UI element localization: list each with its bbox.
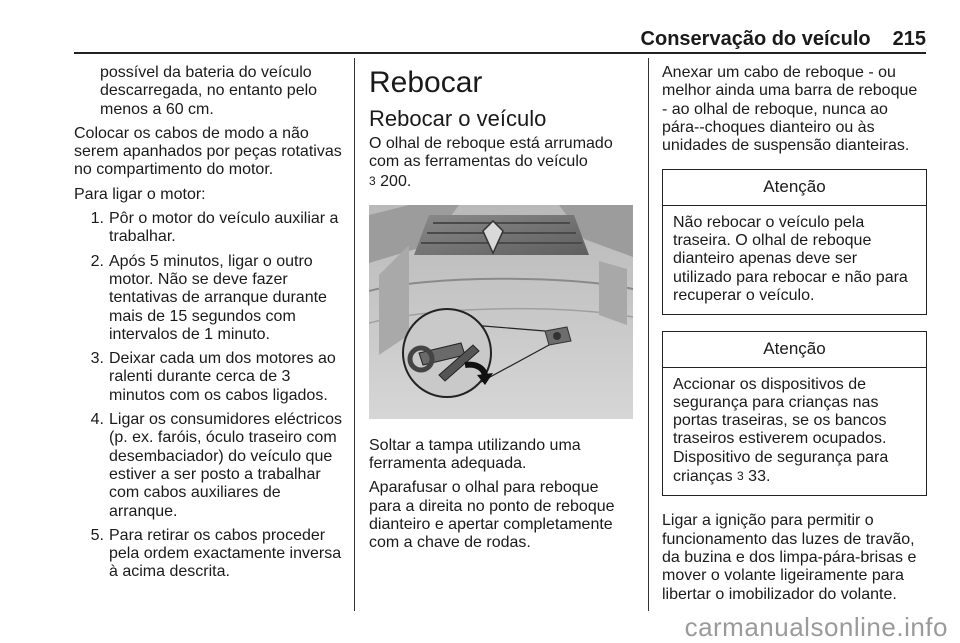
paragraph-attach-cable: Anexar um cabo de reboque - ou melhor ainda uma barra de reboque - ao olhal de reboque, nunca ao pára--choques dianteiro ou às unidades de suspensão dianteiras. xyxy=(662,64,918,155)
page-reference-link[interactable]: 33. xyxy=(748,468,771,486)
warning-box xyxy=(662,331,927,496)
column-divider-left xyxy=(354,58,355,611)
section-title: Conservação do veículo xyxy=(640,28,871,50)
reference-arrow-icon: 3 xyxy=(369,173,376,188)
list-item xyxy=(74,411,342,521)
list-item xyxy=(74,253,342,344)
warning-title: Atenção xyxy=(663,170,926,205)
page-reference-link[interactable]: 200. xyxy=(380,172,412,190)
step-number: 5. xyxy=(90,526,104,544)
step-number: 2. xyxy=(90,252,104,270)
column-1 xyxy=(74,64,342,588)
step-text: Após 5 minutos, ligar o outro motor. Não se deve fazer tentativas de arranque durante mais de 15 segundos com intervalos de 1 minuto. xyxy=(109,252,327,343)
section-heading: Rebocar xyxy=(369,66,483,99)
step-text: Para retirar os cabos proceder pela ordem exactamente inversa à acima descrita. xyxy=(109,526,342,581)
list-item xyxy=(74,527,342,582)
column-2 xyxy=(369,64,633,559)
warning-box xyxy=(662,169,927,315)
step-number: 4. xyxy=(90,411,104,429)
watermark: carmanualsonline.info xyxy=(684,612,948,642)
warning-title: Atenção xyxy=(663,332,926,367)
subsection-heading: Rebocar o veículo xyxy=(369,106,547,131)
paragraph-ignition: Ligar a ignição para permitir o funcionamento das luzes de travão, da buzina e dos limpa-pára-brisas e mover o volante ligeiramente para libertar o imobilizador do volante. xyxy=(662,512,917,603)
paragraph-screw-eye: Aparafusar o olhal para reboque para a direita no ponto de reboque dianteiro e apertar completamente com a chave de rodas. xyxy=(369,479,615,552)
warning-body-text: Accionar os dispositivos de segurança para crianças nas portas traseiras, se os bancos traseiros estiverem ocupados. Dispositivo de segurança para crianças xyxy=(673,375,889,486)
paragraph-start-engine: Para ligar o motor: xyxy=(74,185,206,203)
warning-text xyxy=(663,368,926,496)
step-list xyxy=(74,210,342,582)
step-number: 3. xyxy=(90,350,104,368)
column-3 xyxy=(662,64,927,610)
page-header xyxy=(74,28,926,50)
page-number: 215 xyxy=(892,28,926,50)
paragraph-cables: Colocar os cabos de modo a não serem apanhados por peças rotativas no compartimento do motor. xyxy=(74,124,342,179)
warning-text: Não rebocar o veículo pela traseira. O olhal de reboque dianteiro apenas deve ser utilizado para rebocar e não para recuperar o veículo. xyxy=(673,213,908,304)
tow-eye-illustration xyxy=(369,205,633,419)
reference-arrow-icon: 3 xyxy=(737,469,744,484)
list-item xyxy=(74,350,342,405)
header-divider xyxy=(74,52,926,54)
paragraph-intro xyxy=(369,135,633,191)
list-item xyxy=(74,210,342,247)
continued-step-text: possível da bateria do veículo descarregada, no entanto pelo menos a 60 cm. xyxy=(100,64,318,118)
step-text: Pôr o motor do veículo auxiliar a trabalhar. xyxy=(109,210,339,246)
step-number: 1. xyxy=(90,210,104,228)
step-text: Deixar cada um dos motores ao ralenti durante cerca de 3 minutos com os cabos ligados. xyxy=(109,350,336,404)
intro-text: O olhal de reboque está arrumado com as ferramentas do veículo xyxy=(369,135,613,171)
paragraph-remove-cover: Soltar a tampa utilizando uma ferramenta adequada. xyxy=(369,436,581,473)
step-text: Ligar os consumidores eléctricos (p. ex. faróis, óculo traseiro com desembaciador) do veículo que estiver a ser posto a trabalhar com cabos auxiliares de arranque. xyxy=(109,411,342,520)
column-divider-right xyxy=(648,58,649,611)
